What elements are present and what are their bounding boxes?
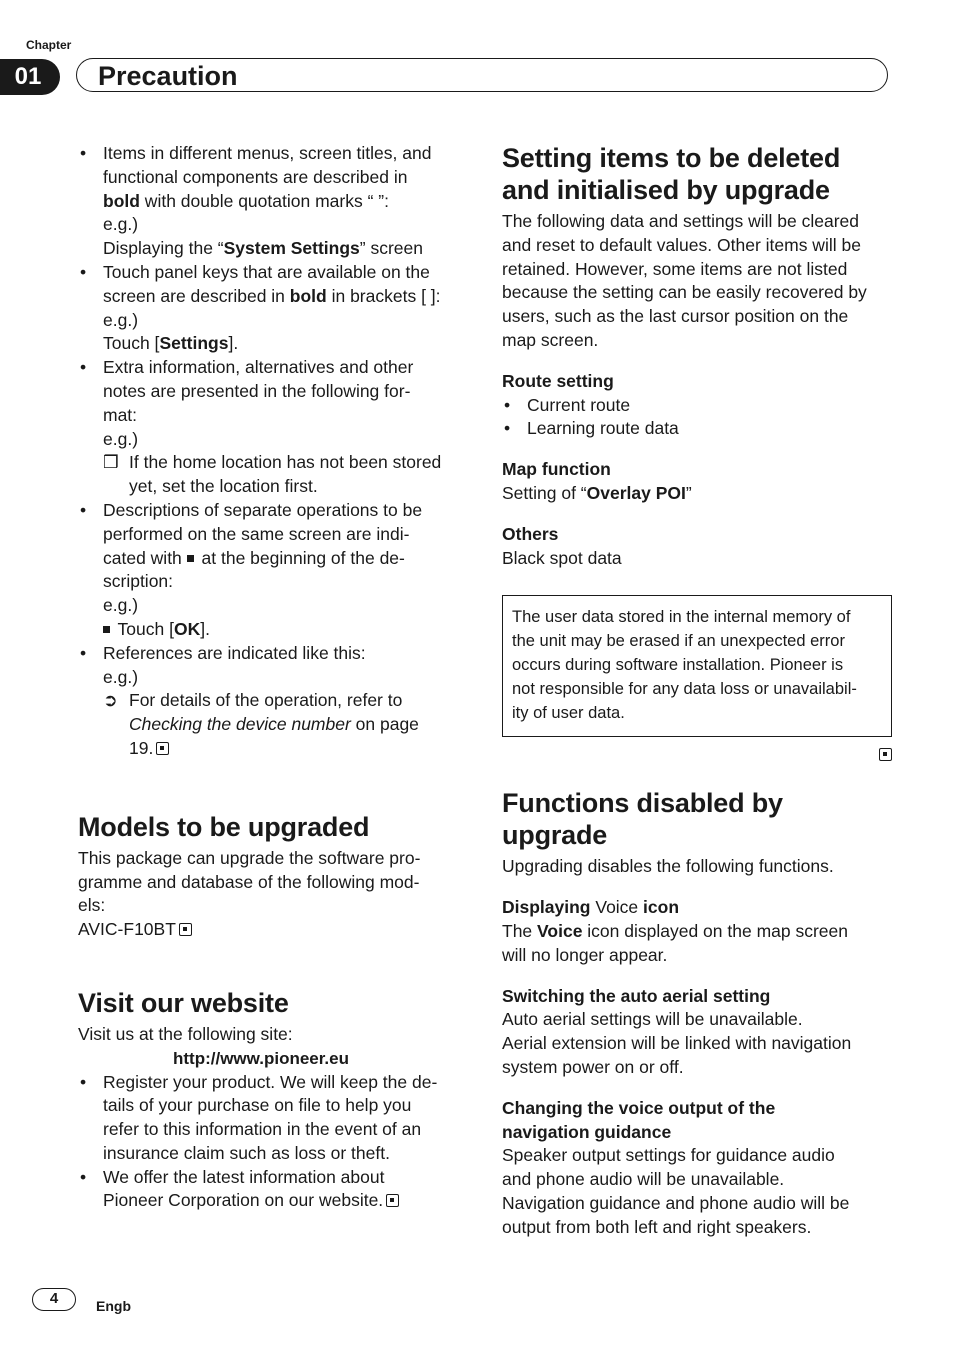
example-text: Displaying the “System Settings” screen [103,238,423,259]
guidance-paragraph: Speaker output settings for guidance audio and phone audio will be unavailable. Navigation guidance and phone audio will be output from both left and right speakers. [502,1145,850,1237]
operation-square-icon [103,626,110,633]
website-intro: Visit us at the following site: [78,1023,293,1044]
note-checkbox-icon: ❒ [103,452,119,473]
functions-intro: Upgrading disables the following functions. [502,856,834,877]
text-line: • References are indicated like this: [103,642,366,663]
setting-intro-paragraph: The following data and settings will be cleared and reset to default values. Other items will be retained. However, some items are not listed because the setting can be easily recovered by users, such as the last cursor position on the map screen. [502,211,867,350]
text-line: screen are described in bold in brackets [ ]: [103,285,441,306]
section-heading-functions-disabled: Functions disabled by upgrade [502,788,783,851]
list-item [78,261,468,356]
route-list [502,394,892,442]
text-line: scription: [103,571,174,592]
website-url-link[interactable]: http://www.pioneer.eu [173,1048,349,1068]
voice-text-line2: will no longer appear. [502,944,668,965]
website-list [78,1071,468,1214]
warning-box: The user data stored in the internal memory of the unit may be erased if an unexpected error occurs during software installation. Pioneer is not responsible for any data loss or unavailabil- ity of user data. [502,595,892,737]
models-paragraph: This package can upgrade the software pro- gramme and database of the following mod- els: AVIC-F10BT [78,847,421,940]
section-heading-setting-items: Setting items to be deleted and initialised by upgrade [502,143,841,205]
list-item: • Register your product. We will keep the de- tails of your purchase on file to help you refer to this information in the event of an insurance claim such as loss or theft. [78,1071,468,1166]
text-line: notes are presented in the following for- [103,380,411,401]
end-of-section-icon [179,923,192,936]
text-line: functional components are described in [103,166,408,187]
page-title: Precaution [98,61,238,91]
text-line: bold with double quotation marks “ ”: [103,190,389,211]
subheading-others: Others [502,523,559,544]
others-text: Black spot data [502,547,622,568]
text-line: mat: [103,404,138,425]
model-name: AVIC-F10BT [78,919,176,940]
list-item: • Learning route data [502,417,892,441]
end-of-section-icon [386,1194,399,1207]
text-line: • Descriptions of separate operations to be [103,499,423,520]
text-line: • Touch panel keys that are available on the [103,261,430,282]
section-heading-models: Models to be upgraded [78,811,370,842]
reference-arrow-icon: ➲ [103,690,118,711]
list-item: • We offer the latest information about Pioneer Corporation on our website. [78,1166,468,1214]
note-example: ❒ If the home location has not been stored yet, set the location first. [103,452,442,497]
example-text: Touch [Settings]. [103,333,239,354]
map-function-text: Setting of “Overlay POI” [502,482,692,503]
example-text: Touch [OK]. [103,618,468,642]
example-label: e.g.) [103,428,139,449]
left-column [78,142,468,1213]
aerial-paragraph: Auto aerial settings will be unavailable. Aerial extension will be linked with navigation system power on or off. [502,1009,852,1077]
subheading-voice-output: Changing the voice output of the navigation guidance [502,1097,776,1142]
chapter-label: Chapter [26,38,72,52]
operation-square-icon [187,555,194,562]
example-label: e.g.) [103,666,139,687]
list-item [78,356,468,499]
text-line: cated with at the beginning of the de- [103,547,405,568]
right-column [502,142,892,1240]
subheading-displaying-voice: Displaying Voice icon [502,897,680,918]
text-line: performed on the same screen are indi- [103,523,410,544]
example-label: e.g.) [103,595,139,616]
page-number: 4 [32,1288,76,1311]
conventions-list [78,142,468,761]
example-label: e.g.) [103,214,139,235]
text-line: • Extra information, alternatives and other [103,357,414,378]
list-item: • Current route [502,394,892,418]
list-item [78,642,468,761]
subheading-auto-aerial: Switching the auto aerial setting [502,985,771,1006]
list-item [78,142,468,261]
example-label: e.g.) [103,309,139,330]
reference-example: ➲ For details of the operation, refer to Checking the device number on page 19. [103,690,419,758]
text-line: • Items in different menus, screen titles, and [103,143,432,163]
section-heading-website: Visit our website [78,987,289,1018]
subheading-map-function: Map function [502,459,611,480]
end-of-section-icon [156,742,169,755]
subheading-route-setting: Route setting [502,370,614,391]
chapter-number-tab: 01 [0,59,60,95]
voice-text: The Voice icon displayed on the map screen [502,920,848,941]
list-item [78,499,468,642]
language-code: Engb [96,1298,131,1314]
end-of-section-icon [879,748,892,761]
